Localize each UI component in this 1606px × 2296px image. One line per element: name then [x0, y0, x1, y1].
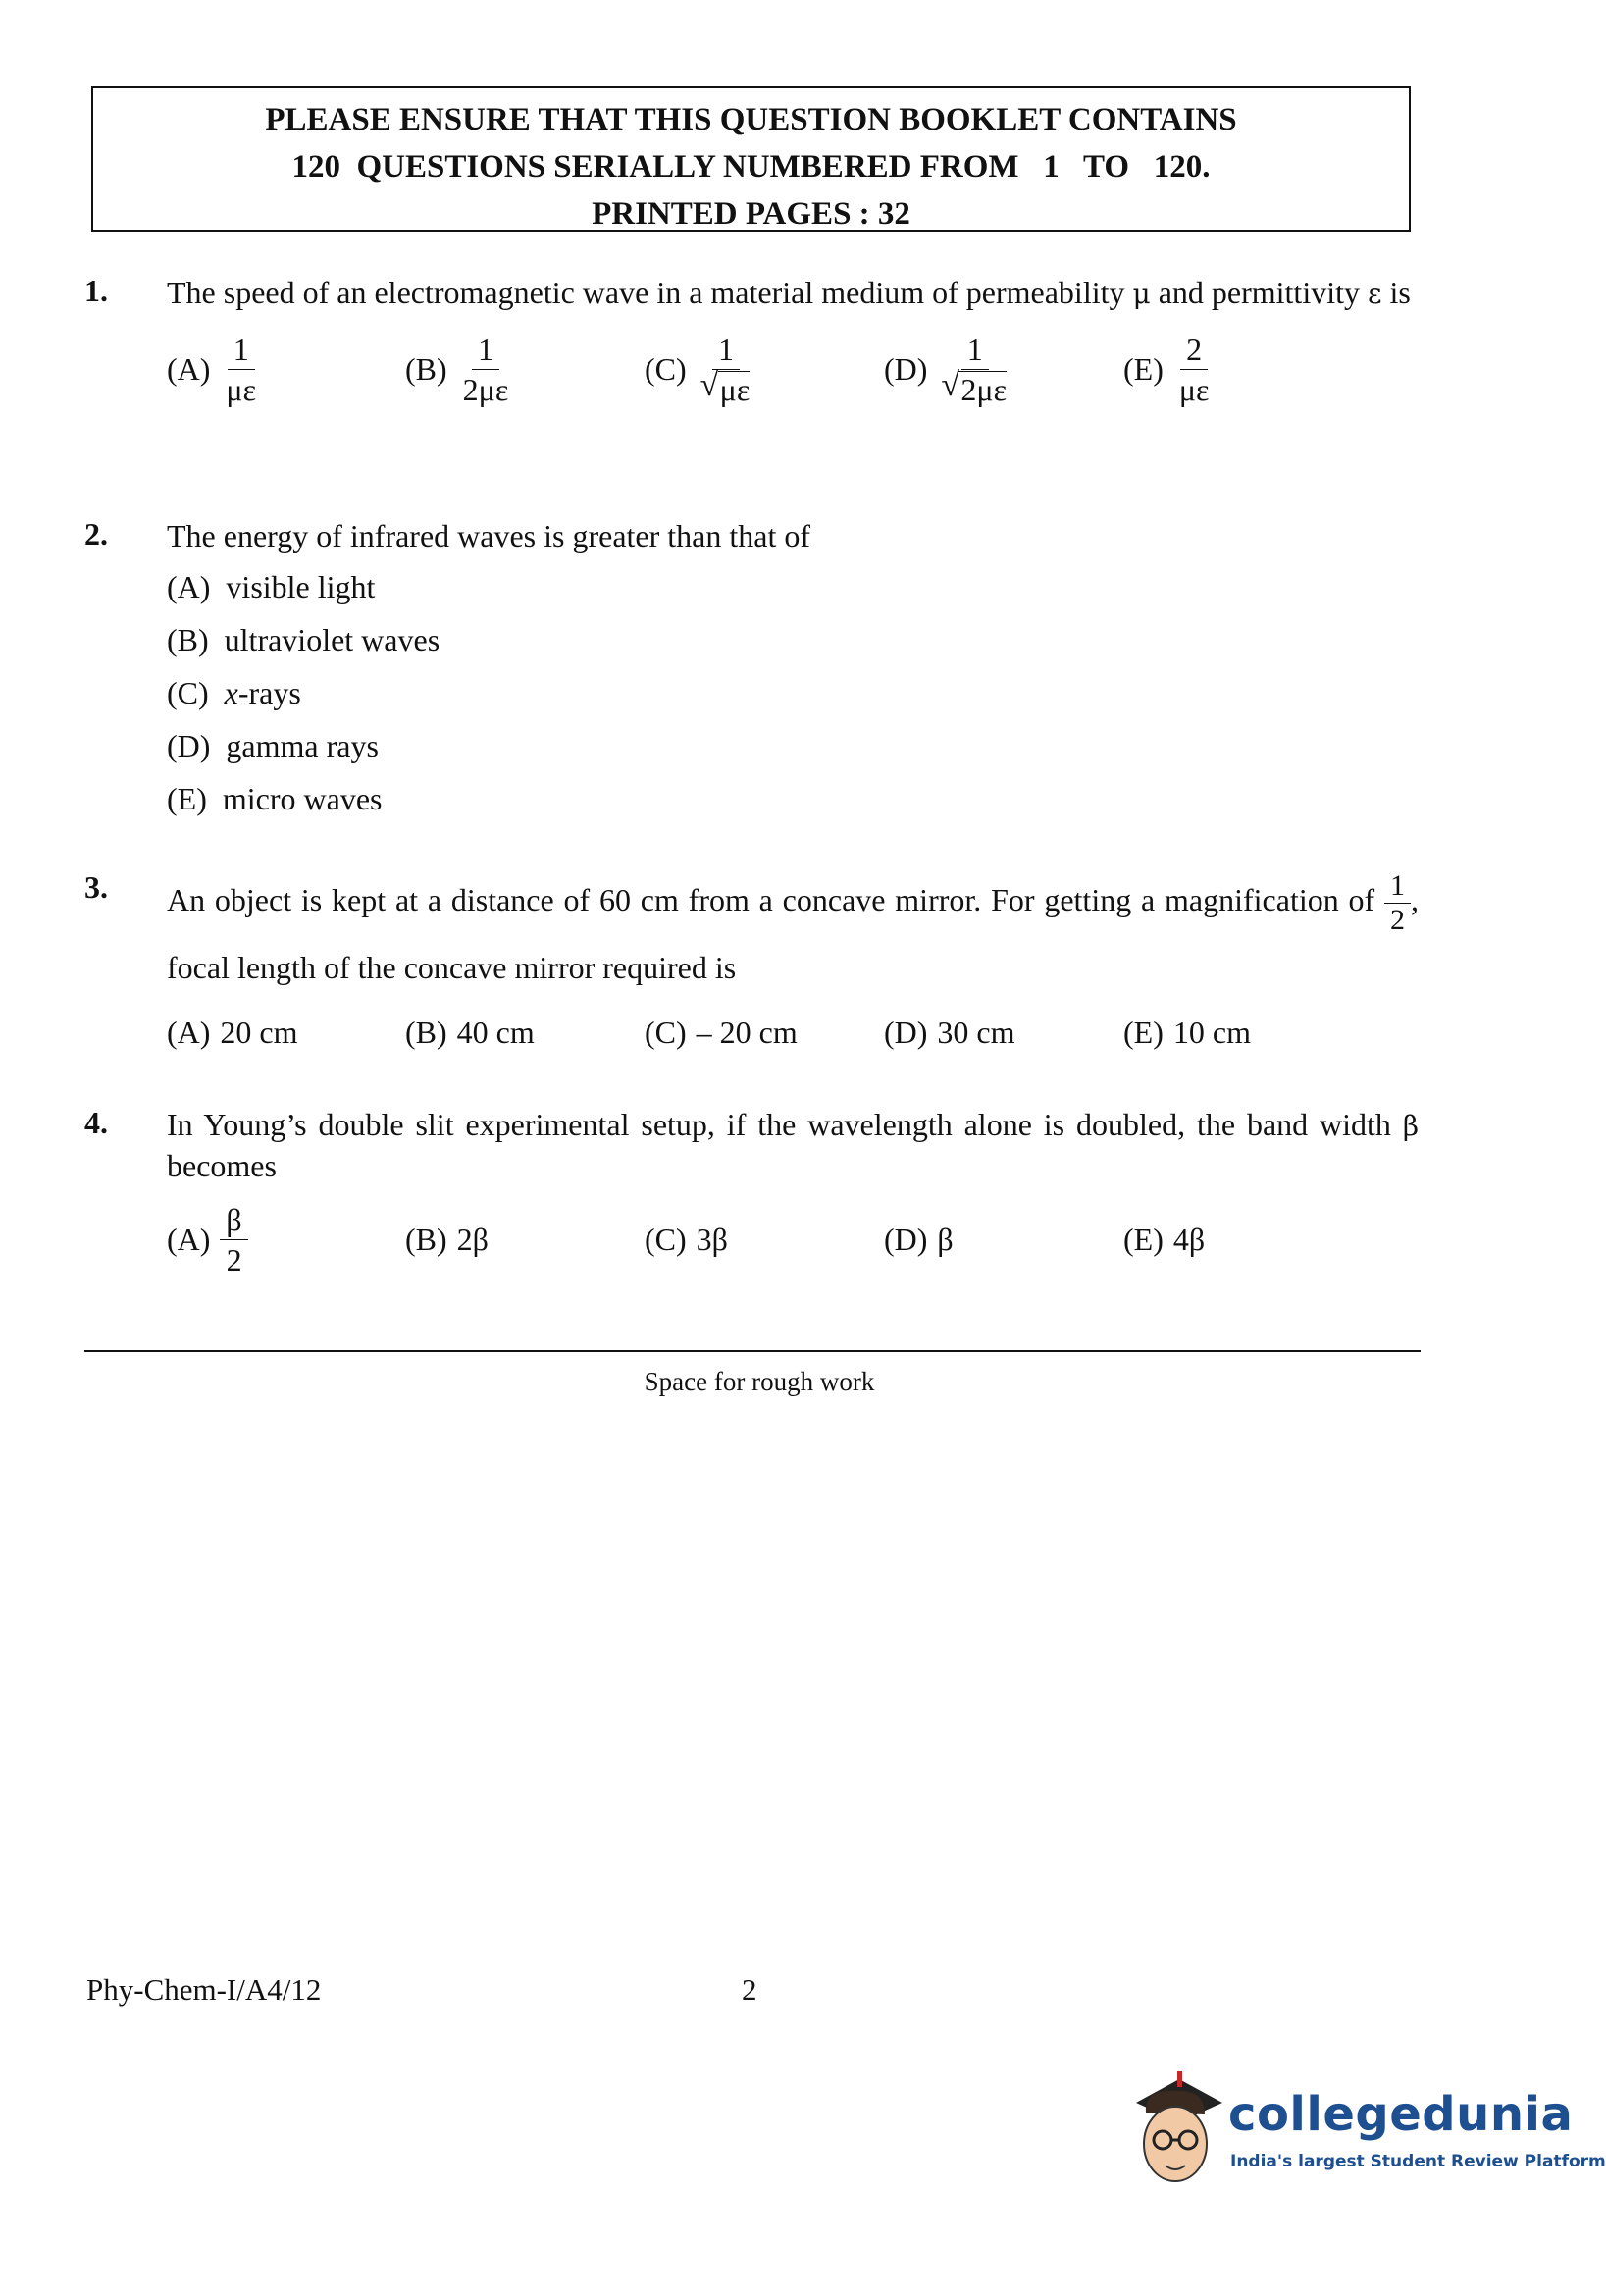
option-c[interactable]: (C) – 20 cm: [645, 1015, 798, 1051]
fraction: $\frac{\beta}{2}$: [220, 1200, 247, 1279]
option-e[interactable]: (E) micro waves: [167, 781, 383, 816]
page-number: 2: [742, 1972, 757, 2007]
question-text: An object is kept at a distance of 60 cm from a concave mirror. For getting a magnification of $\frac{1}{2}$ , focal length of the concave mirror required is: [167, 869, 1420, 986]
question-text: The energy of infrared waves is greater than that of: [167, 518, 811, 553]
option-d[interactable]: (D) β: [884, 1222, 954, 1257]
question-text: The speed of an electromagnetic wave in a material medium of permeability μ and permittivity ε is: [167, 275, 1411, 310]
option-e[interactable]: (E) 4β: [1123, 1222, 1206, 1257]
option-d[interactable]: (D) 1 √ 2με: [884, 330, 1012, 409]
notice-line-2: 120 QUESTIONS SERIALLY NUMBERED FROM 1 TO 120.: [291, 149, 1211, 184]
fraction: $\frac{1}{\mu\varepsilon}$: [226, 332, 257, 407]
options-row: [167, 1200, 1419, 1288]
question-4: [84, 1105, 1419, 1288]
question-1: [84, 273, 1419, 418]
option-a[interactable]: (A) 20 cm: [167, 1015, 298, 1051]
sqrt-sign: √ με: [718, 371, 751, 407]
question-number: 1.: [84, 273, 108, 308]
option-b[interactable]: (B) 40 cm: [405, 1015, 535, 1051]
notice-line-3: PRINTED PAGES : 32: [592, 196, 910, 232]
option-c[interactable]: (C) 1 √ με: [645, 330, 755, 409]
fraction: $\frac{1}{2\mu\varepsilon}$: [462, 332, 509, 407]
options-row: [167, 330, 1419, 418]
option-e[interactable]: (E) $\frac{2}{\mu\varepsilon}$: [1123, 330, 1215, 409]
collegedunia-logo[interactable]: [1118, 2065, 1606, 2203]
fraction: $\frac{2}{\mu\varepsilon}$: [1178, 332, 1210, 407]
fraction: 1 √ 2με: [937, 330, 1012, 409]
notice-line-1: PLEASE ENSURE THAT THIS QUESTION BOOKLET CONTAINS: [265, 102, 1237, 137]
booklet-notice-box: [91, 86, 1411, 232]
paper-code: Phy-Chem-I/A4/12: [86, 1972, 322, 2007]
rough-work-label: Space for rough work: [644, 1367, 875, 1396]
options-list: [167, 560, 1419, 825]
rough-work-divider: [84, 1350, 1421, 1352]
fraction: 1 √ με: [697, 330, 756, 409]
question-text: In Young’s double slit experimental setup, if the wavelength alone is doubled, the band width β becomes: [167, 1107, 1420, 1183]
option-d[interactable]: (D) gamma rays: [167, 728, 379, 763]
options-row: [167, 1010, 1419, 1059]
option-c[interactable]: (C) 3β: [645, 1222, 728, 1257]
brand-tagline: India's largest Student Review Platform: [1230, 2152, 1606, 2171]
question-number: 2.: [84, 516, 108, 551]
question-2: [84, 516, 1419, 825]
option-a[interactable]: (A) $\frac{1}{\mu\varepsilon}$: [167, 330, 262, 409]
sqrt-sign: √ 2με: [958, 371, 1007, 407]
option-b[interactable]: (B) 2β: [405, 1222, 489, 1257]
fraction: $\frac{1}{2}$: [1384, 869, 1411, 937]
student-mascot-icon: [1118, 2065, 1226, 2203]
option-a[interactable]: (A) $\frac{\beta}{2}$: [167, 1200, 248, 1279]
option-c[interactable]: (C) x-rays: [167, 675, 301, 710]
brand-name: collegedunia: [1228, 2087, 1574, 2142]
question-number: 4.: [84, 1105, 108, 1140]
option-b[interactable]: (B) $\frac{1}{2\mu\varepsilon}$: [405, 330, 514, 409]
option-e[interactable]: (E) 10 cm: [1123, 1015, 1251, 1051]
option-d[interactable]: (D) 30 cm: [884, 1015, 1015, 1051]
option-b[interactable]: (B) ultraviolet waves: [167, 622, 440, 657]
question-3: [84, 869, 1419, 1059]
option-a[interactable]: (A) visible light: [167, 569, 376, 604]
question-number: 3.: [84, 869, 108, 905]
